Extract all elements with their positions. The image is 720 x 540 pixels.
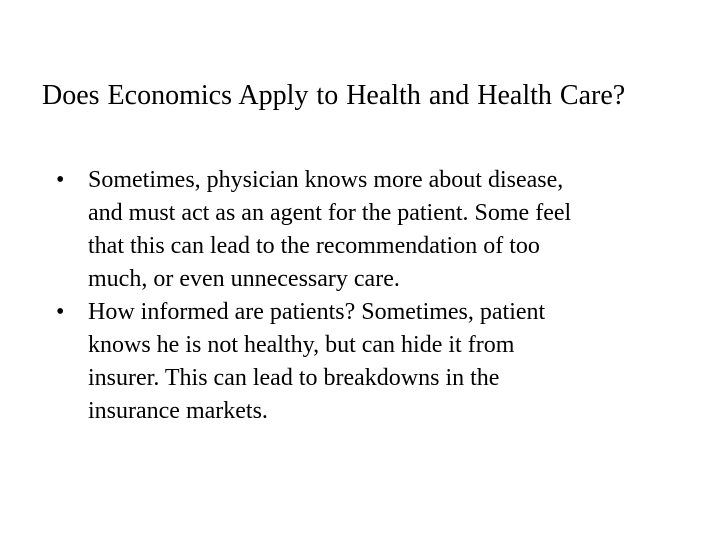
slide-title: Does Economics Apply to Health and Health Care? bbox=[42, 80, 626, 111]
bullet-marker: • bbox=[56, 167, 65, 193]
bullet-marker: • bbox=[56, 299, 65, 325]
bullet-2-line-2: knows he is not healthy, but can hide it from bbox=[88, 332, 515, 358]
bullet-2-line-1: How informed are patients? Sometimes, patient bbox=[88, 299, 546, 325]
bullet-2-line-3: insurer. This can lead to breakdowns in the bbox=[88, 365, 500, 391]
bullet-1-line-1: Sometimes, physician knows more about disease, bbox=[88, 167, 564, 193]
bullet-1-line-3: that this can lead to the recommendation of too bbox=[88, 233, 540, 259]
bullet-1-line-4: much, or even unnecessary care. bbox=[88, 266, 400, 292]
bullet-1-line-2: and must act as an agent for the patient. Some feel bbox=[88, 200, 572, 226]
bullet-2-line-4: insurance markets. bbox=[88, 398, 268, 424]
bullet-list bbox=[56, 164, 686, 428]
bullet-item-1 bbox=[56, 164, 686, 296]
bullet-item-2 bbox=[56, 296, 686, 428]
